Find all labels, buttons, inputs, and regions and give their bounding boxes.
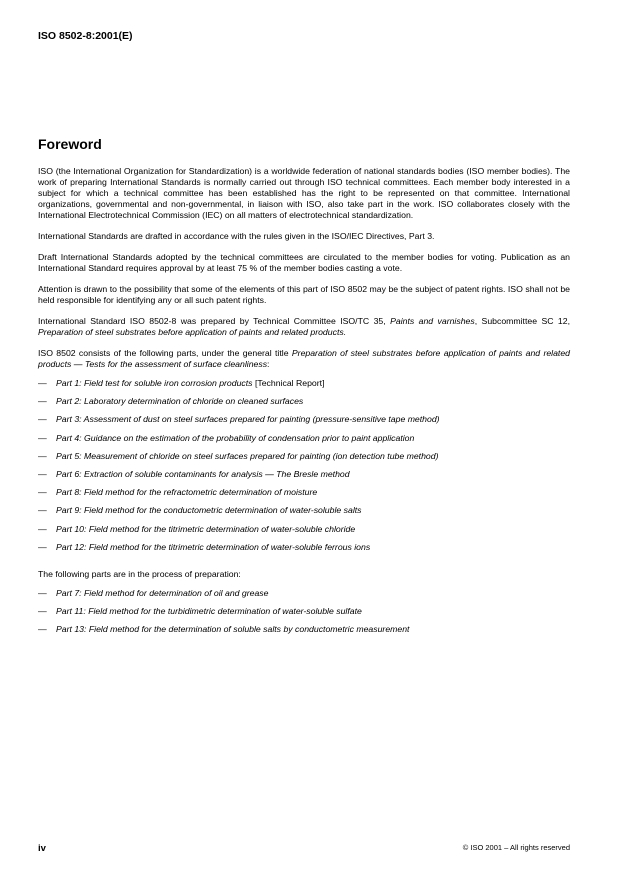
list-item [38, 414, 570, 432]
part-title: Part 13: Field method for the determination of soluble salts by conductometric measurement [56, 624, 410, 635]
prepared-by-text: International Standard ISO 8502-8 was prepared by Technical Committee ISO/TC 35, [38, 316, 391, 326]
page-title: Foreword [38, 136, 102, 152]
part-title: Part 2: Laboratory determination of chloride on cleaned surfaces [56, 396, 304, 407]
list-item [38, 542, 570, 560]
part-title: Part 3: Assessment of dust on steel surfaces prepared for painting (pressure-sensitive tape method) [56, 414, 440, 425]
list-item [38, 433, 570, 451]
dash-bullet: — [38, 541, 47, 552]
list-item [38, 505, 570, 523]
committee-name: Paints and varnishes [390, 316, 475, 326]
part-title: Part 1: Field test for soluble iron corrosion products [56, 378, 253, 388]
list-item [38, 524, 570, 542]
subcommittee-name: Preparation of steel substrates before application of paints and related products. [38, 327, 347, 337]
paragraph-prepared-by [38, 316, 570, 338]
part-title: Part 9: Field method for the conductometric determination of water-soluble salts [56, 505, 362, 516]
paragraph-draft-standards: Draft International Standards adopted by the technical committees are circulated to the member bodies for voting. Publication as an International Standard requires approval by at least 75 % of the member bodies casting a vote. [38, 252, 570, 273]
paragraph-patent-rights: Attention is drawn to the possibility that some of the elements of this part of ISO 8502 may be the subject of patent rights. ISO shall not be held responsible for identifying any or all such patent rights. [38, 284, 570, 305]
paragraph-parts-intro [38, 348, 570, 370]
part-suffix: [Technical Report] [252, 378, 325, 388]
preparation-list [38, 588, 570, 643]
dash-bullet: — [38, 396, 47, 407]
dash-bullet: — [38, 432, 47, 443]
list-item [38, 606, 570, 624]
part-title: Part 11: Field method for the turbidimetric determination of water-soluble sulfate [56, 606, 362, 617]
parts-intro-colon: : [267, 359, 270, 369]
list-item [38, 469, 570, 487]
dash-bullet: — [38, 624, 47, 635]
part-title: Part 4: Guidance on the estimation of the probability of condensation prior to paint application [56, 432, 415, 443]
dash-bullet: — [38, 587, 47, 598]
dash-bullet: — [38, 487, 47, 498]
list-item [38, 588, 570, 606]
list-item [38, 624, 570, 642]
dash-bullet: — [38, 450, 47, 461]
list-item [38, 396, 570, 414]
dash-bullet: — [38, 606, 47, 617]
foreword-body [38, 166, 570, 651]
part-title: Part 8: Field method for the refractometric determination of moisture [56, 487, 318, 498]
list-item [38, 451, 570, 469]
copyright-notice: © ISO 2001 – All rights reserved [462, 843, 570, 852]
paragraph-in-preparation: The following parts are in the process of preparation: [38, 568, 241, 579]
part-title: Part 7: Field method for determination of oil and grease [56, 587, 269, 598]
dash-bullet: — [38, 414, 47, 425]
part-title: Part 10: Field method for the titrimetric determination of water-soluble chloride [56, 523, 356, 534]
paragraph-iso-intro: ISO (the International Organization for Standardization) is a worldwide federation of national standards bodies (ISO member bodies). The work of preparing International Standards is normally carried out through ISO technical committees. Each member body interested in a subject for which a technical committee has been established has the right to be represented on that committee. International organizations, governmental and non-governmental, in liaison with ISO, also take part in the work. ISO collaborates closely with the International Electrotechnical Commission (IEC) on all matters of electrotechnical standardization. [38, 166, 570, 220]
general-title: Preparation of steel substrates before application of paints and related products — Tests for the assessment of surface cleanliness [38, 348, 571, 369]
dash-bullet: — [38, 505, 47, 516]
dash-bullet: — [38, 468, 47, 479]
subcommittee-text: , Subcommittee SC 12, [474, 316, 571, 326]
list-item [38, 378, 570, 396]
part-title: Part 12: Field method for the titrimetric determination of water-soluble ferrous ions [56, 541, 371, 552]
document-header: ISO 8502-8:2001(E) [38, 30, 133, 42]
parts-list [38, 378, 570, 560]
part-title: Part 6: Extraction of soluble contaminants for analysis — The Bresle method [56, 468, 350, 479]
list-item [38, 487, 570, 505]
dash-bullet: — [38, 378, 47, 388]
part-title: Part 5: Measurement of chloride on steel surfaces prepared for painting (ion detection tube method) [56, 450, 439, 461]
dash-bullet: — [38, 523, 47, 534]
parts-intro-text: ISO 8502 consists of the following parts, under the general title [38, 348, 292, 358]
page-number: iv [38, 843, 46, 854]
paragraph-directives: International Standards are drafted in accordance with the rules given in the ISO/IEC Directives, Part 3. [38, 231, 435, 241]
